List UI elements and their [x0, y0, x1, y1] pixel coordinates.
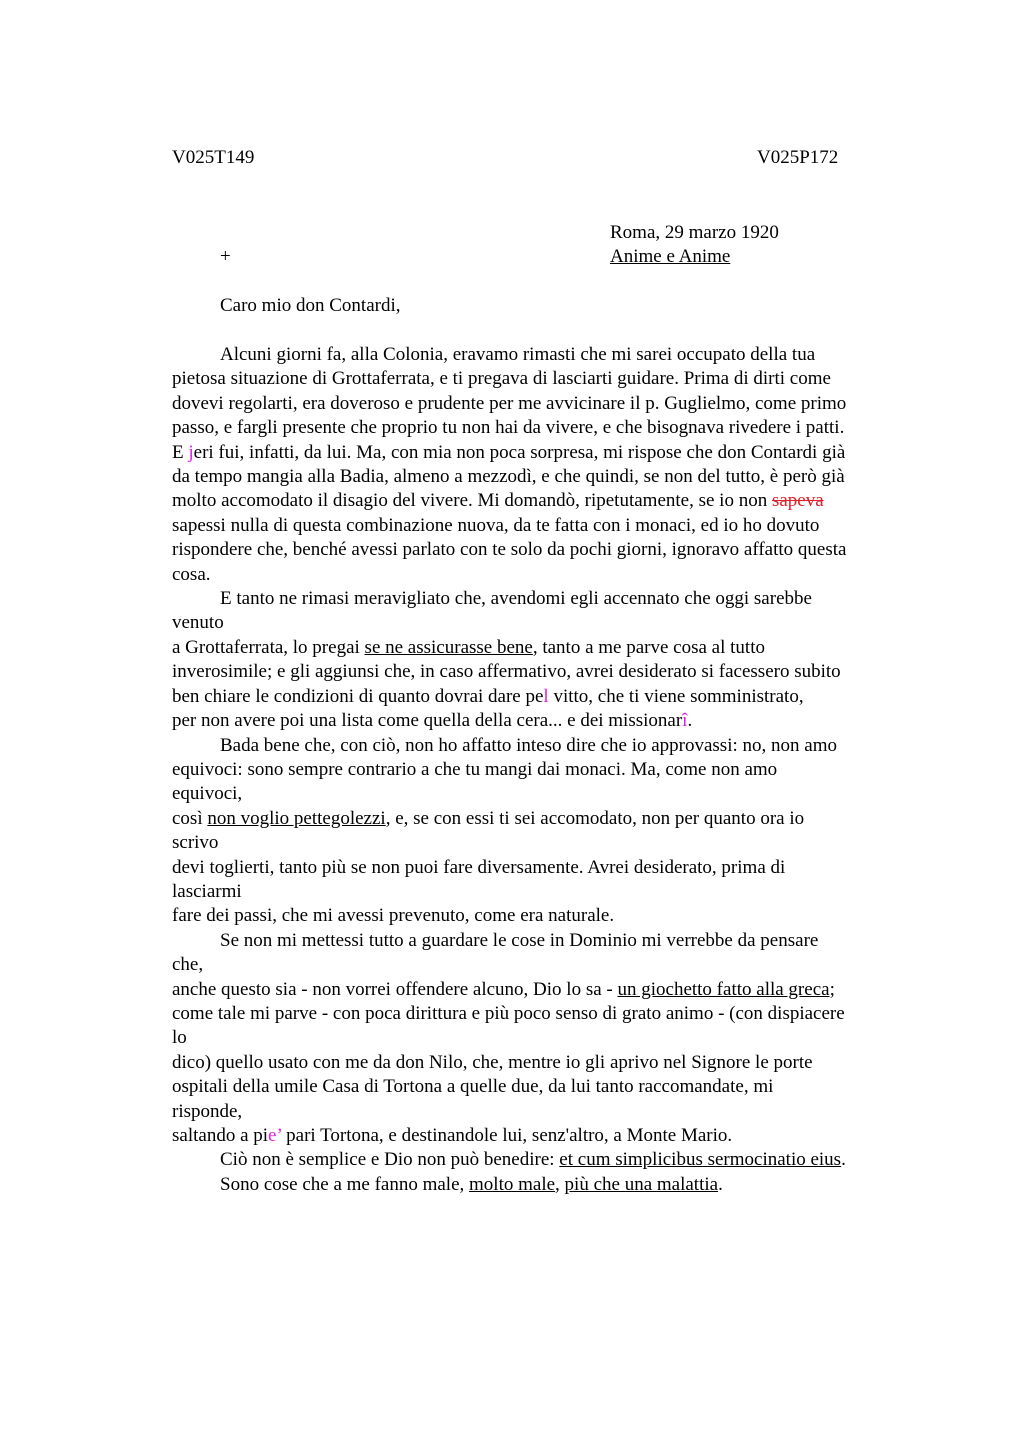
- correction-mark: e’: [268, 1125, 282, 1146]
- paragraph-line: inverosimile; e gli aggiunsi che, in caso affermativo, avrei desiderato si facessero subito: [172, 661, 841, 683]
- paragraph-line: equivoci,: [172, 783, 243, 805]
- cross-mark: +: [220, 246, 231, 267]
- paragraph-line: come tale mi parve - con poca dirittura e più poco senso di grato animo - (con dispiacere: [172, 1002, 845, 1024]
- underlined-phrase: se ne assicurasse bene: [364, 636, 533, 658]
- text-run: anche questo sia - non vorrei offendere alcuno, Dio lo sa -: [172, 978, 618, 1000]
- paragraph-line: [172, 807, 912, 831]
- text-run: così: [172, 807, 208, 829]
- paragraph-line: [172, 1173, 912, 1197]
- correction-mark: l: [543, 685, 549, 707]
- text-run: per non avere poi una lista come quella della cera... e dei missionar: [172, 710, 683, 732]
- text-run: vitto, che ti viene somministrato,: [548, 685, 804, 707]
- text-run: Ciò non è semplice e Dio non può benedire:: [220, 1149, 560, 1171]
- underlined-phrase: un giochetto fatto alla greca: [617, 978, 830, 1000]
- underlined-phrase: non voglio pettegolezzi: [207, 807, 386, 829]
- text-run: E: [172, 441, 189, 463]
- paragraph-line: passo, e fargli presente che proprio tu non hai da vivere, e che bisognava rivedere i patti.: [172, 417, 845, 439]
- paragraph-line: [172, 489, 912, 513]
- paragraph-line: [172, 978, 912, 1002]
- paragraph-line: da tempo mangia alla Badia, almeno a mezzodì, e che quindi, se non del tutto, è però già: [172, 466, 845, 488]
- paragraph-line: E tanto ne rimasi meravigliato che, avendomi egli accennato che oggi sarebbe: [220, 588, 812, 610]
- paragraph-line: devi toglierti, tanto più se non puoi fare diversamente. Avrei desiderato, prima di: [172, 856, 786, 878]
- salutation: Caro mio don Contardi,: [220, 295, 401, 316]
- paragraph-line: dovevi regolarti, era doveroso e prudente per me avvicinare il p. Guglielmo, come primo: [172, 392, 847, 414]
- paragraph-line: Se non mi mettessi tutto a guardare le cose in Dominio mi verrebbe da pensare: [220, 929, 819, 951]
- text-run: eri fui, infatti, da lui. Ma, con mia non poca sorpresa, mi rispose che don Contardi già: [193, 441, 846, 463]
- text-run: molto accomodato il disagio del vivere. Mi domandò, ripetutamente, se io non: [172, 490, 772, 512]
- paragraph-line: [172, 1148, 912, 1172]
- deleted-word: sapeva: [771, 490, 824, 512]
- text-run: .: [841, 1149, 846, 1171]
- paragraph-line: [172, 685, 912, 709]
- paragraph-line: lo: [172, 1027, 187, 1049]
- paragraph-line: [172, 709, 912, 733]
- paragraph-line: Alcuni giorni fa, alla Colonia, eravamo rimasti che mi sarei occupato della tua: [220, 344, 816, 365]
- text-run: .: [687, 710, 693, 732]
- paragraph-line: fare dei passi, che mi avessi prevenuto, come era naturale.: [172, 905, 615, 927]
- text-run: a Grottaferrata, lo pregai: [172, 636, 365, 658]
- text-run: saltando a pi: [172, 1125, 269, 1146]
- letter-body: [172, 343, 912, 1197]
- text-run: Sono cose che a me fanno male,: [220, 1173, 470, 1195]
- place-date: Roma, 29 marzo 1920: [610, 222, 779, 243]
- paragraph-line: cosa.: [172, 563, 211, 585]
- underlined-phrase: molto male: [469, 1173, 556, 1195]
- letter-subject: Anime e Anime: [610, 246, 731, 267]
- paragraph-line: lasciarmi: [172, 880, 242, 902]
- text-run: ;: [829, 978, 835, 1000]
- paragraph-line: equivoci: sono sempre contrario a che tu mangi dai monaci. Ma, come non amo: [172, 758, 778, 780]
- paragraph-line: ospitali della umile Casa di Tortona a quelle due, da lui tanto raccomandate, mi: [172, 1076, 774, 1098]
- right-document-code: V025P172: [757, 147, 839, 168]
- paragraph-line: pietosa situazione di Grottaferrata, e ti pregava di lasciarti guidare. Prima di dirti come: [172, 368, 831, 390]
- paragraph-line: [172, 1124, 912, 1148]
- paragraph-line: che,: [172, 954, 204, 976]
- correction-mark: î: [682, 710, 688, 732]
- paragraph-line: [172, 636, 912, 660]
- paragraph-line: sapessi nulla di questa combinazione nuova, da te fatta con i monaci, ed io ho dovuto: [172, 514, 820, 536]
- text-run: , e, se con essi ti sei accomodato, non per quanto ora io: [385, 807, 805, 829]
- paragraph-line: risponde,: [172, 1100, 243, 1122]
- paragraph-line: venuto: [172, 612, 224, 634]
- text-run: .: [718, 1173, 723, 1195]
- text-run: ben chiare le condizioni di quanto dovrai dare pe: [172, 685, 544, 707]
- text-run: pari Tortona, e destinandole lui, senz'altro, a Monte Mario.: [281, 1125, 733, 1146]
- text-run: ,: [555, 1173, 565, 1195]
- left-document-code: V025T149: [172, 147, 255, 168]
- paragraph-line: scrivo: [172, 832, 219, 854]
- underlined-phrase: et cum simplicibus sermocinatio eius: [559, 1149, 842, 1171]
- correction-mark: j: [188, 441, 194, 463]
- underlined-phrase: più che una malattia: [564, 1173, 719, 1195]
- text-run: , tanto a me parve cosa al tutto: [532, 636, 765, 658]
- paragraph-line: rispondere che, benché avessi parlato con te solo da pochi giorni, ignoravo affatto questa: [172, 539, 847, 561]
- paragraph-line: dico) quello usato con me da don Nilo, che, mentre io gli aprivo nel Signore le porte: [172, 1051, 813, 1073]
- paragraph-line: [172, 441, 912, 465]
- paragraph-line: Bada bene che, con ciò, non ho affatto inteso dire che io approvassi: no, non amo: [220, 734, 837, 756]
